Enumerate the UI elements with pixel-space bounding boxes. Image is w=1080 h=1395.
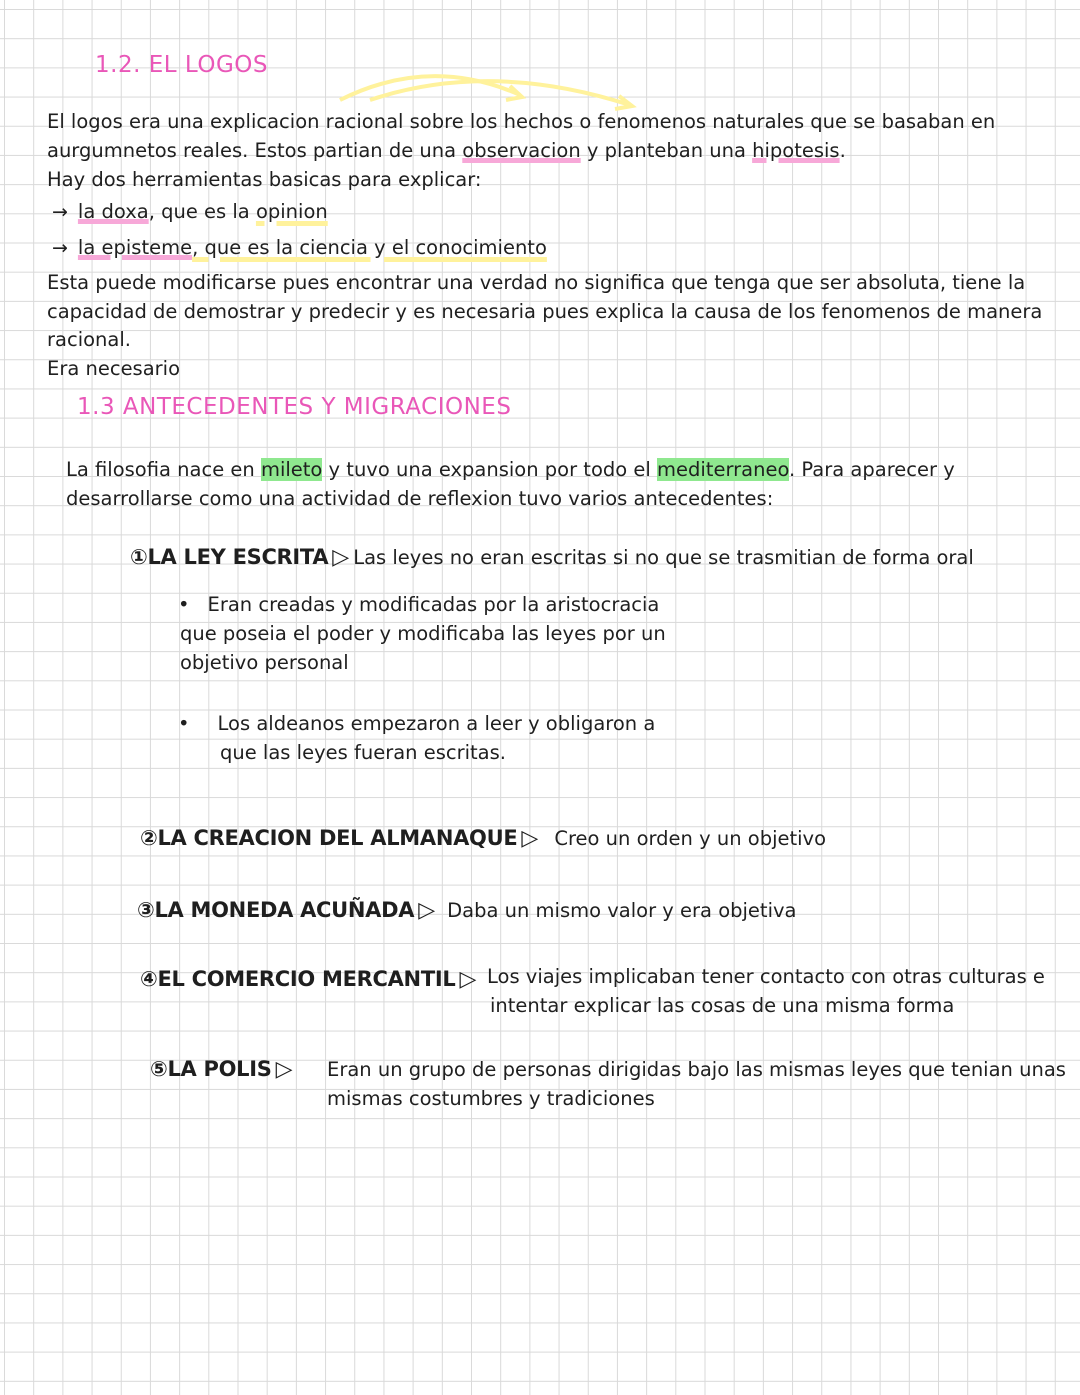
text-highlight: la episteme: [77, 236, 193, 259]
item-label: ⑤LA POLIS: [150, 1057, 272, 1081]
item-comercio: [140, 967, 480, 992]
para-line-4: Era necesario: [47, 357, 181, 380]
logos-line-2: [47, 136, 846, 165]
item-label: ②LA CREACION DEL ALMANAQUE: [140, 826, 518, 850]
item-moneda: [137, 896, 796, 925]
polis-text-1: Eran un grupo de personas dirigidas bajo las mismas leyes que tenian unas: [327, 1058, 1066, 1081]
item-label: ③LA MONEDA ACUÑADA: [137, 898, 415, 922]
para-line-2: capacidad de demostrar y predecir y es necesaria pues explica la causa de los fenomenos de manera: [47, 300, 1043, 323]
polis-text-2: mismas costumbres y tradiciones: [327, 1087, 655, 1110]
ley-bullet-2-line-1: [178, 709, 655, 738]
comercio-text-2: intentar explicar las cosas de una misma forma: [490, 994, 955, 1017]
triangle-arrow-icon: ▷: [418, 898, 436, 923]
item-text: Daba un mismo valor y era objetiva: [447, 899, 797, 922]
bullet-episteme: [52, 233, 547, 263]
triangle-arrow-icon: ▷: [521, 826, 539, 851]
text: La filosofia nace en: [66, 458, 261, 481]
intro-line-1: [66, 455, 955, 484]
item-ley-escrita: [130, 543, 974, 572]
item-label: ①LA LEY ESCRITA: [130, 545, 329, 569]
text-highlight: opinion: [255, 200, 328, 223]
intro-line-2: desarrollarse como una actividad de reflexion tuvo varios antecedentes:: [66, 487, 774, 510]
text: y tuvo una expansion por todo el: [322, 458, 658, 481]
item-text: Creo un orden y un objetivo: [554, 827, 827, 850]
triangle-arrow-icon: ▷: [275, 1057, 293, 1082]
logos-line-1: El logos era una explicacion racional sobre los hechos o fenomenos naturales que se basaban en: [47, 110, 996, 133]
arrow-right-icon: →: [52, 201, 68, 223]
item-label: ④EL COMERCIO MERCANTIL: [140, 967, 456, 991]
item-text: Las leyes no eran escritas si no que se trasmitian de forma oral: [353, 546, 974, 569]
arrow-right-icon: →: [52, 237, 68, 259]
para-line-1: Esta puede modificarse pues encontrar una verdad no significa que tenga que ser absoluta, tiene la: [47, 271, 1026, 294]
para-line-3: racional.: [47, 328, 131, 351]
text: y planteban una: [580, 139, 753, 162]
ley-bullet-1-line-2: que poseia el poder y modificaba las leyes por un: [180, 622, 666, 645]
ley-bullet-1-line-1: [178, 590, 659, 619]
text: Eran creadas y modificadas por la aristocracia: [207, 593, 660, 616]
text: .: [839, 139, 846, 162]
ley-bullet-1-line-3: objetivo personal: [180, 651, 349, 674]
text: , que es la: [148, 200, 256, 223]
text-highlight: mileto: [260, 458, 323, 481]
text: , que es la ciencia y el conocimiento: [192, 236, 547, 259]
triangle-arrow-icon: ▷: [332, 545, 350, 570]
comercio-text-1: Los viajes implicaban tener contacto con otras culturas e: [487, 965, 1045, 988]
text-highlight: mediterraneo: [657, 458, 790, 481]
bullet-icon: •: [178, 712, 190, 735]
text: aurgumnetos reales. Estos partian de una: [47, 139, 463, 162]
item-polis: [150, 1057, 297, 1082]
section-title-antecedentes: 1.3 ANTECEDENTES Y MIGRACIONES: [77, 394, 512, 420]
text: . Para aparecer y: [789, 458, 955, 481]
section-title-logos: 1.2. EL LOGOS: [95, 52, 268, 78]
ley-bullet-2-line-2: que las leyes fueran escritas.: [220, 741, 506, 764]
text-highlight: observacion: [462, 139, 581, 162]
item-almanaque: [140, 824, 826, 853]
bullet-doxa: [52, 197, 328, 227]
text-highlight: hipotesis: [752, 139, 840, 162]
logos-line-3: Hay dos herramientas basicas para explicar:: [47, 168, 482, 191]
bullet-icon: •: [178, 593, 190, 616]
text: Los aldeanos empezaron a leer y obligaron a: [217, 712, 656, 735]
text-highlight: la doxa: [77, 200, 149, 223]
triangle-arrow-icon: ▷: [459, 967, 477, 992]
